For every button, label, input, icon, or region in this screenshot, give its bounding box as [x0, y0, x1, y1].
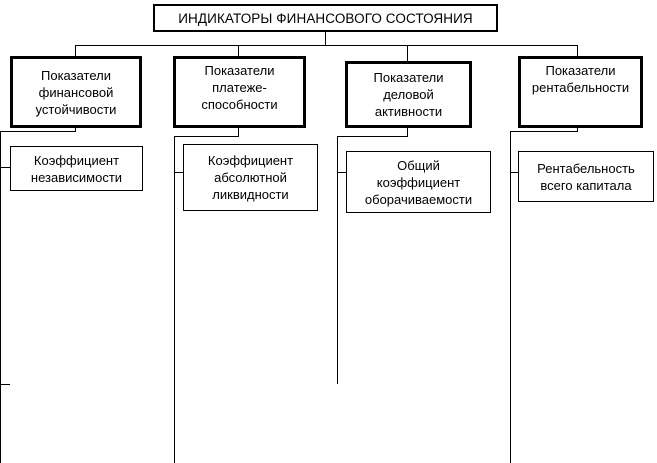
item-box-absolute-liquidity	[183, 144, 318, 211]
item-box-independence-ratio	[10, 146, 143, 191]
category-box-profitability	[518, 56, 643, 128]
category-label-profitability: Показатели рентабельности	[531, 63, 630, 95]
category-label-business-activity: Показатели деловой активности	[373, 70, 444, 119]
item-box-return-on-capital	[518, 151, 654, 202]
item-label-turnover-ratio: Общий коэффициент оборачиваемости	[364, 157, 473, 207]
root-indicator-label: ИНДИКАТОРЫ ФИНАНСОВОГО СОСТОЯНИЯ	[178, 10, 473, 26]
item-label-return-on-capital: Рентабельность всего капитала	[537, 160, 635, 193]
item-box-turnover-ratio	[346, 151, 491, 213]
category-box-solvency	[173, 56, 306, 128]
category-label-solvency: Показатели платеже- способности	[201, 63, 278, 112]
root-indicator-box	[153, 4, 498, 32]
item-label-absolute-liquidity: Коэффициент абсолютной ликвидности	[207, 153, 294, 202]
category-box-financial-stability	[10, 56, 142, 128]
item-label-independence-ratio: Коэффициент независимости	[30, 152, 123, 185]
category-label-financial-stability: Показатели финансовой устойчивости	[35, 67, 117, 117]
category-box-business-activity	[345, 61, 472, 128]
